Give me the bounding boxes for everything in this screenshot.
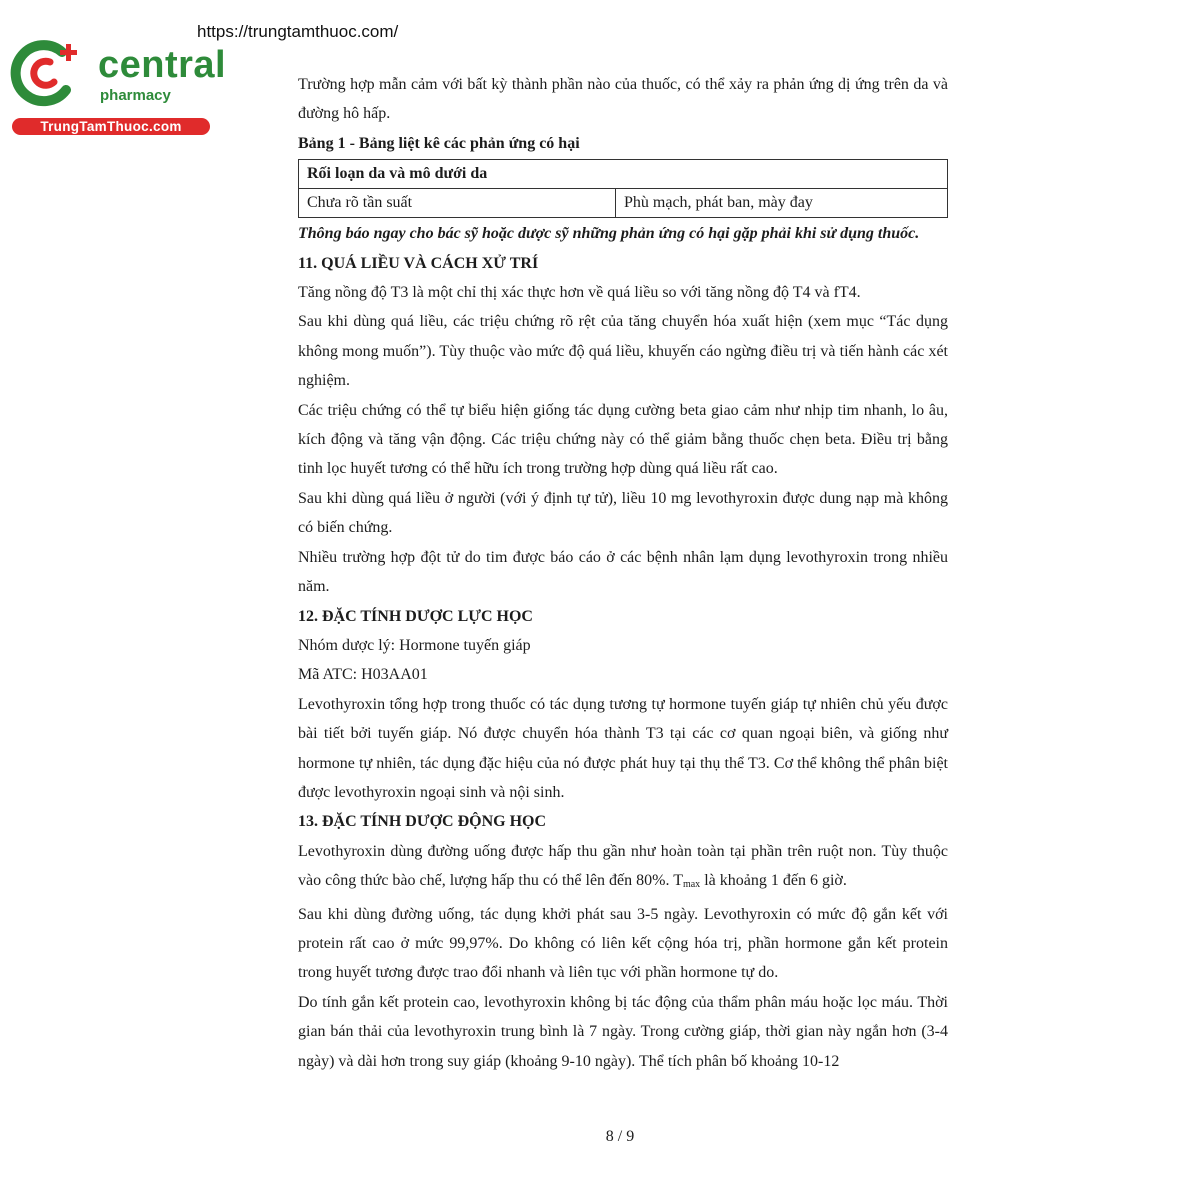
section-12-paragraph: Mã ATC: H03AA01: [298, 666, 428, 684]
table-header-cell: Rối loạn da và mô dưới da: [299, 160, 948, 189]
section-12-title: 12. ĐẶC TÍNH DƯỢC LỰC HỌC: [298, 607, 533, 625]
section-13-paragraph: [298, 837, 948, 900]
section-11-paragraph: Sau khi dùng quá liều ở người (với ý định tự tử), liều 10 mg levothyroxin được dung nạp mà không có biến chứng.: [298, 489, 948, 537]
source-url[interactable]: https://trungtamthuoc.com/: [197, 22, 399, 41]
section-12-paragraph: Levothyroxin tổng hợp trong thuốc có tác dụng tương tự hormone tuyến giáp tự nhiên chủ yếu được bài tiết bởi tuyến giáp. Nó được chuyển hóa thành T3 tại các cơ quan ngoại biên, và giống như hormone tự nhiên, tác dụng đặc hiệu của nó được phát huy tại thụ thể T3. Cơ thể không thể phân biệt được levothyroxin ngoại sinh và nội sinh.: [298, 695, 948, 801]
section-13-text: Levothyroxin dùng đường uống được hấp thu gần như hoàn toàn tại phần trên ruột non. Tùy thuộc vào công thức bào chế, lượng hấp thu có thể lên đến 80%. T: [298, 842, 948, 890]
section-13-paragraph: Sau khi dùng đường uống, tác dụng khởi phát sau 3-5 ngày. Levothyroxin có mức độ gắn kết với protein rất cao ở mức 99,97%. Do không có liên kết cộng hóa trị, phần hormone gắn kết protein trong huyết tương được trao đổi nhanh và liên tục với phần hormone tự do.: [298, 905, 948, 982]
section-11-paragraph: Các triệu chứng có thể tự biểu hiện giống tác dụng cường beta giao cảm như nhịp tim nhanh, lo âu, kích động và tăng vận động. Các triệu chứng này có thể giảm bằng thuốc chẹn beta. Điều trị bằng tinh lọc huyết tương có thể hữu ích trong trường hợp dùng quá liều rất cao.: [298, 401, 948, 478]
section-11-paragraph: Sau khi dùng quá liều, các triệu chứng rõ rệt của tăng chuyển hóa xuất hiện (xem mục “Tác dụng không mong muốn”). Tùy thuộc vào mức độ quá liều, khuyến cáo ngừng điều trị và tiến hành các xét nghiệm.: [298, 313, 948, 390]
paragraph-intro: Trường hợp mẫn cảm với bất kỳ thành phần nào của thuốc, có thể xảy ra phản ứng dị ứng trên da và đường hô hấp.: [298, 76, 948, 123]
table-cell-frequency: Chưa rõ tần suất: [299, 189, 616, 218]
page-number: 8 / 9: [605, 1128, 635, 1145]
pharmacy-logo: [10, 38, 227, 138]
section-13-text: là khoảng 1 đến 6 giờ.: [700, 872, 847, 890]
logo-c-cross-icon: [10, 38, 88, 108]
section-12-paragraph: Nhóm dược lý: Hormone tuyến giáp: [298, 636, 531, 654]
logo-site-bar: TrungTamThuoc.com: [12, 118, 210, 135]
section-13-paragraph: Do tính gắn kết protein cao, levothyroxin không bị tác động của thẩm phân máu hoặc lọc máu. Thời gian bán thải của levothyroxin trung bình là 7 ngày. Trong cường giáp, thời gian này ngắn hơn (3-4 ngày) và dài hơn trong suy giáp (khoảng 9-10 ngày). Thể tích phân bố khoảng 10-12: [298, 993, 948, 1070]
section-13-title: 13. ĐẶC TÍNH DƯỢC ĐỘNG HỌC: [298, 813, 547, 831]
notice-text: Thông báo ngay cho bác sỹ hoặc dược sỹ những phản ứng có hại gặp phải khi sử dụng thuốc.: [298, 225, 920, 243]
table-row: [299, 189, 948, 218]
logo-subtitle: pharmacy: [100, 87, 171, 104]
section-11-paragraph: Nhiều trường hợp đột tử do tim được báo cáo ở các bệnh nhân lạm dụng levothyroxin trong nhiều năm.: [298, 548, 948, 596]
logo-wordmark: central: [98, 44, 227, 86]
section-11-title: 11. QUÁ LIỀU VÀ CÁCH XỬ TRÍ: [298, 254, 539, 272]
table-row: [299, 160, 948, 189]
document-body: [298, 70, 948, 1076]
adverse-reactions-table: [298, 159, 948, 218]
section-11-paragraph: Tăng nồng độ T3 là một chỉ thị xác thực hơn về quá liều so với tăng nồng độ T4 và fT4.: [298, 284, 861, 302]
table-cell-reactions: Phù mạch, phát ban, mày đay: [616, 189, 948, 218]
table-title: Bảng 1 - Bảng liệt kê các phản ứng có hại: [298, 134, 580, 152]
tmax-subscript: max: [682, 879, 701, 891]
